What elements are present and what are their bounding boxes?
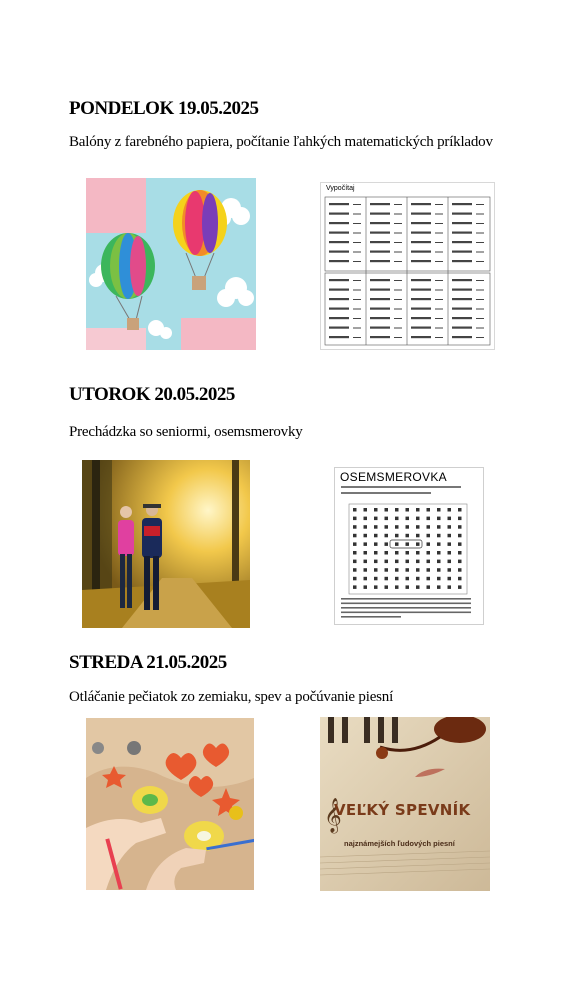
songbook-subtitle: najznámejších ľudových piesní (344, 839, 455, 848)
day-description-monday: Balóny z farebného papiera, počítanie ľahkých matematických príkladov (69, 134, 493, 150)
walk-with-seniors-image (82, 460, 250, 628)
worksheet-heading: Vypočítaj (326, 185, 355, 192)
potato-stamps-image (86, 718, 254, 890)
math-worksheet-image (320, 182, 495, 350)
word-search-grid (335, 468, 483, 624)
worksheet-grid (321, 183, 494, 349)
day-description-wednesday: Otláčanie pečiatok zo zemiaku, spev a počúvanie piesní (69, 689, 394, 705)
balloons-image (86, 178, 256, 350)
day-title-tuesday: UTOROK 20.05.2025 (69, 384, 235, 405)
day-title-wednesday: STREDA 21.05.2025 (69, 652, 227, 673)
word-search-image (334, 467, 484, 625)
songbook-cover-image (320, 717, 490, 891)
svg-text:𝄞: 𝄞 (324, 798, 342, 833)
puzzle-heading: OSEMSMEROVKA (340, 470, 447, 484)
day-description-tuesday: Prechádzka so seniormi, osemsmerovky (69, 424, 303, 440)
songbook-title: VEĽKÝ SPEVNÍK (334, 801, 471, 819)
day-title-monday: PONDELOK 19.05.2025 (69, 98, 259, 119)
